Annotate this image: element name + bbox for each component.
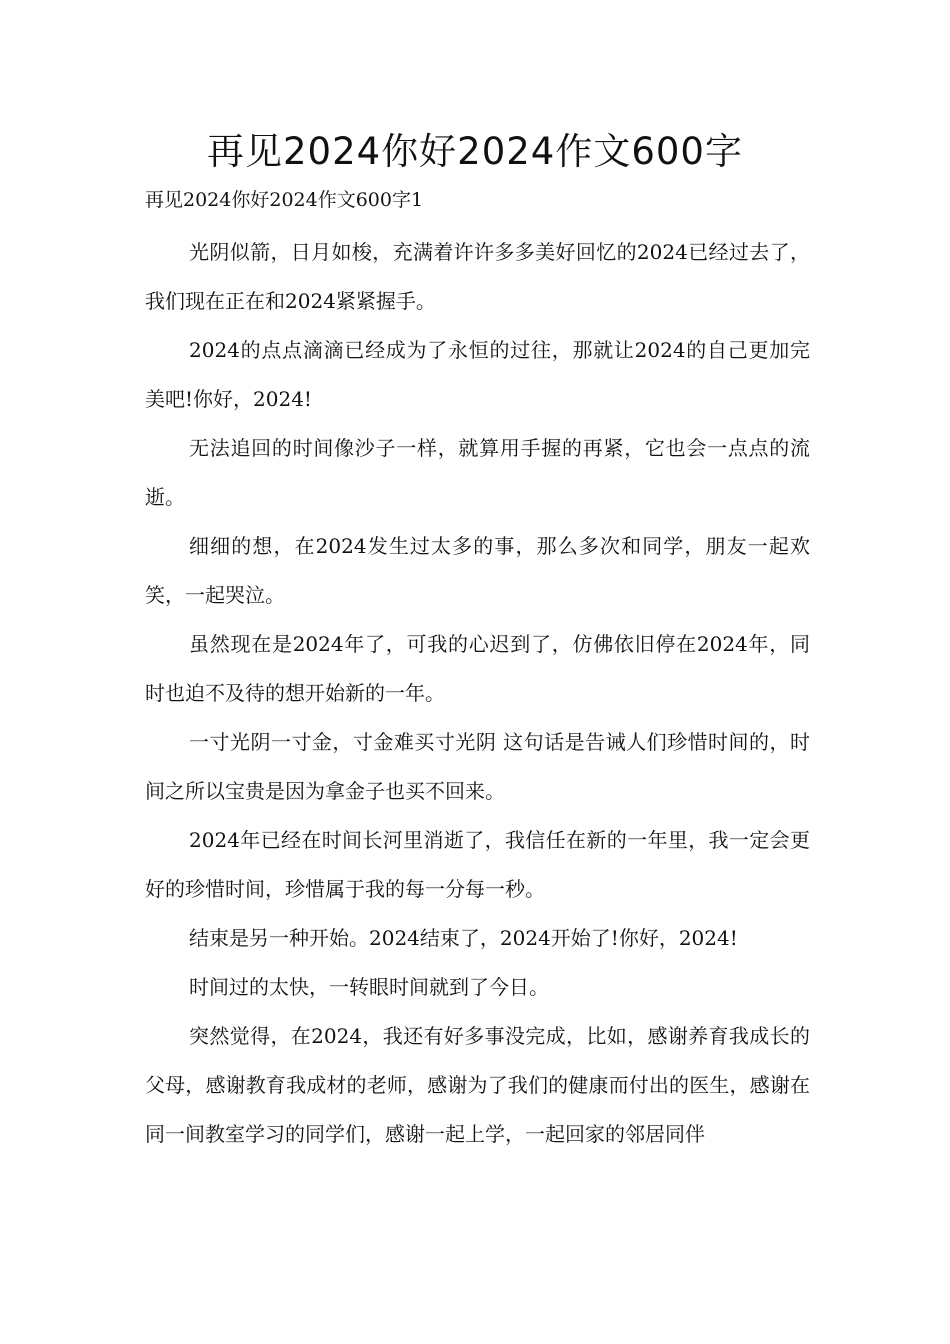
paragraph-3: 无法追回的时间像沙子一样，就算用手握的再紧，它也会一点点的流逝。 (145, 436, 810, 509)
paragraph-10: 突然觉得，在2024，我还有好多事没完成，比如，感谢养育我成长的父母，感谢教育我成材的老师，感谢为了我们的健康而付出的医生，感谢在同一间教室学习的同学们，感谢一起上学，一起回家的邻居同伴 (145, 1024, 810, 1146)
paragraph-2: 2024的点点滴滴已经成为了永恒的过往，那就让2024的自己更加完美吧!你好，2024! (145, 338, 810, 411)
essay-body (145, 228, 810, 1159)
paragraph-8: 结束是另一种开始。2024结束了，2024开始了!你好，2024! (189, 926, 738, 950)
paragraph-7: 2024年已经在时间长河里消逝了，我信任在新的一年里，我一定会更好的珍惜时间，珍惜属于我的每一分每一秒。 (145, 828, 810, 901)
paragraph-9: 时间过的太快，一转眼时间就到了今日。 (189, 975, 549, 999)
paragraph-1: 光阴似箭，日月如梭，充满着许许多多美好回忆的2024已经过去了，我们现在正在和2024紧紧握手。 (145, 240, 810, 313)
section-heading: 再见2024你好2024作文600字1 (145, 189, 424, 211)
paragraph-6: 一寸光阴一寸金，寸金难买寸光阴 这句话是告诫人们珍惜时间的，时间之所以宝贵是因为拿金子也买不回来。 (145, 730, 810, 803)
paragraph-5: 虽然现在是2024年了，可我的心迟到了，仿佛依旧停在2024年，同时也迫不及待的想开始新的一年。 (145, 632, 810, 705)
page-title: 再见2024你好2024作文600字 (207, 130, 743, 173)
paragraph-4: 细细的想，在2024发生过太多的事，那么多次和同学，朋友一起欢笑，一起哭泣。 (145, 534, 810, 607)
